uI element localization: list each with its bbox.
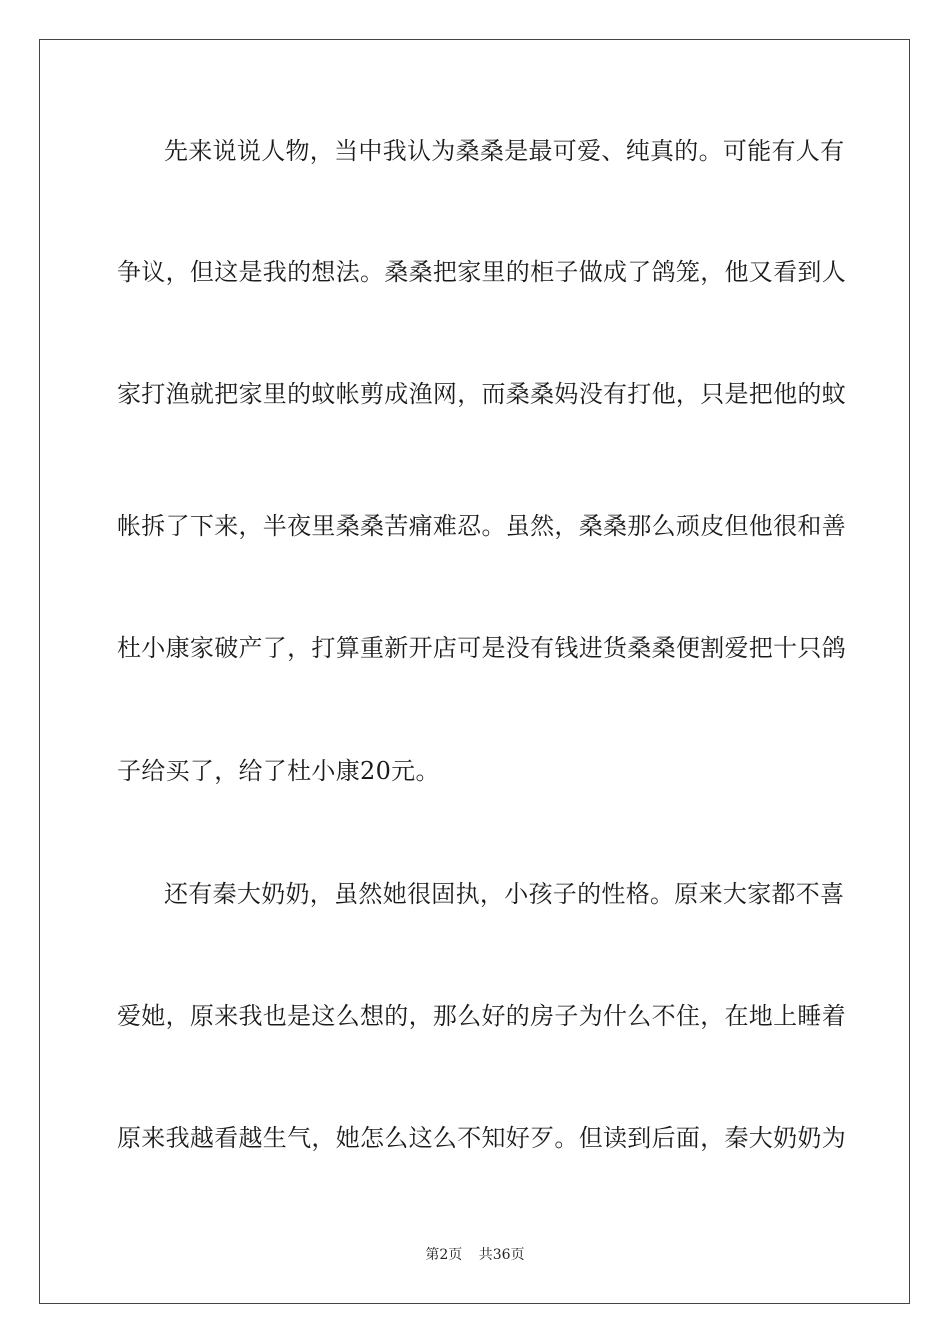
paragraph-2-line-3: 原来我越看越生气，她怎么这么不知好歹。但读到后面，秦大奶奶为 xyxy=(117,1124,846,1152)
page-number: 第2页 xyxy=(425,1247,463,1263)
paragraph-1-line-4: 帐拆了下来，半夜里桑桑苦痛难忍。虽然，桑桑那么顽皮但他很和善 xyxy=(117,512,846,540)
paragraph-2-line-1: 还有秦大奶奶，虽然她很固执，小孩子的性格。原来大家都不喜 xyxy=(164,880,845,908)
paragraph-1-line-6: 子给买了，给了杜小康20元。 xyxy=(117,757,440,785)
page-frame xyxy=(39,39,910,1304)
page-footer xyxy=(0,1246,950,1264)
paragraph-1-line-5: 杜小康家破产了，打算重新开店可是没有钱进货桑桑便割爱把十只鸽 xyxy=(117,634,846,662)
paragraph-2-line-2: 爱她，原来我也是这么想的，那么好的房子为什么不住，在地上睡着 xyxy=(117,1002,846,1030)
paragraph-1-line-2: 争议，但这是我的想法。桑桑把家里的柜子做成了鸽笼，他又看到人 xyxy=(117,258,846,286)
page-total: 共36页 xyxy=(478,1247,525,1263)
paragraph-1-line-1: 先来说说人物，当中我认为桑桑是最可爱、纯真的。可能有人有 xyxy=(164,137,845,165)
paragraph-1-line-3: 家打渔就把家里的蚊帐剪成渔网，而桑桑妈没有打他，只是把他的蚊 xyxy=(117,380,846,408)
